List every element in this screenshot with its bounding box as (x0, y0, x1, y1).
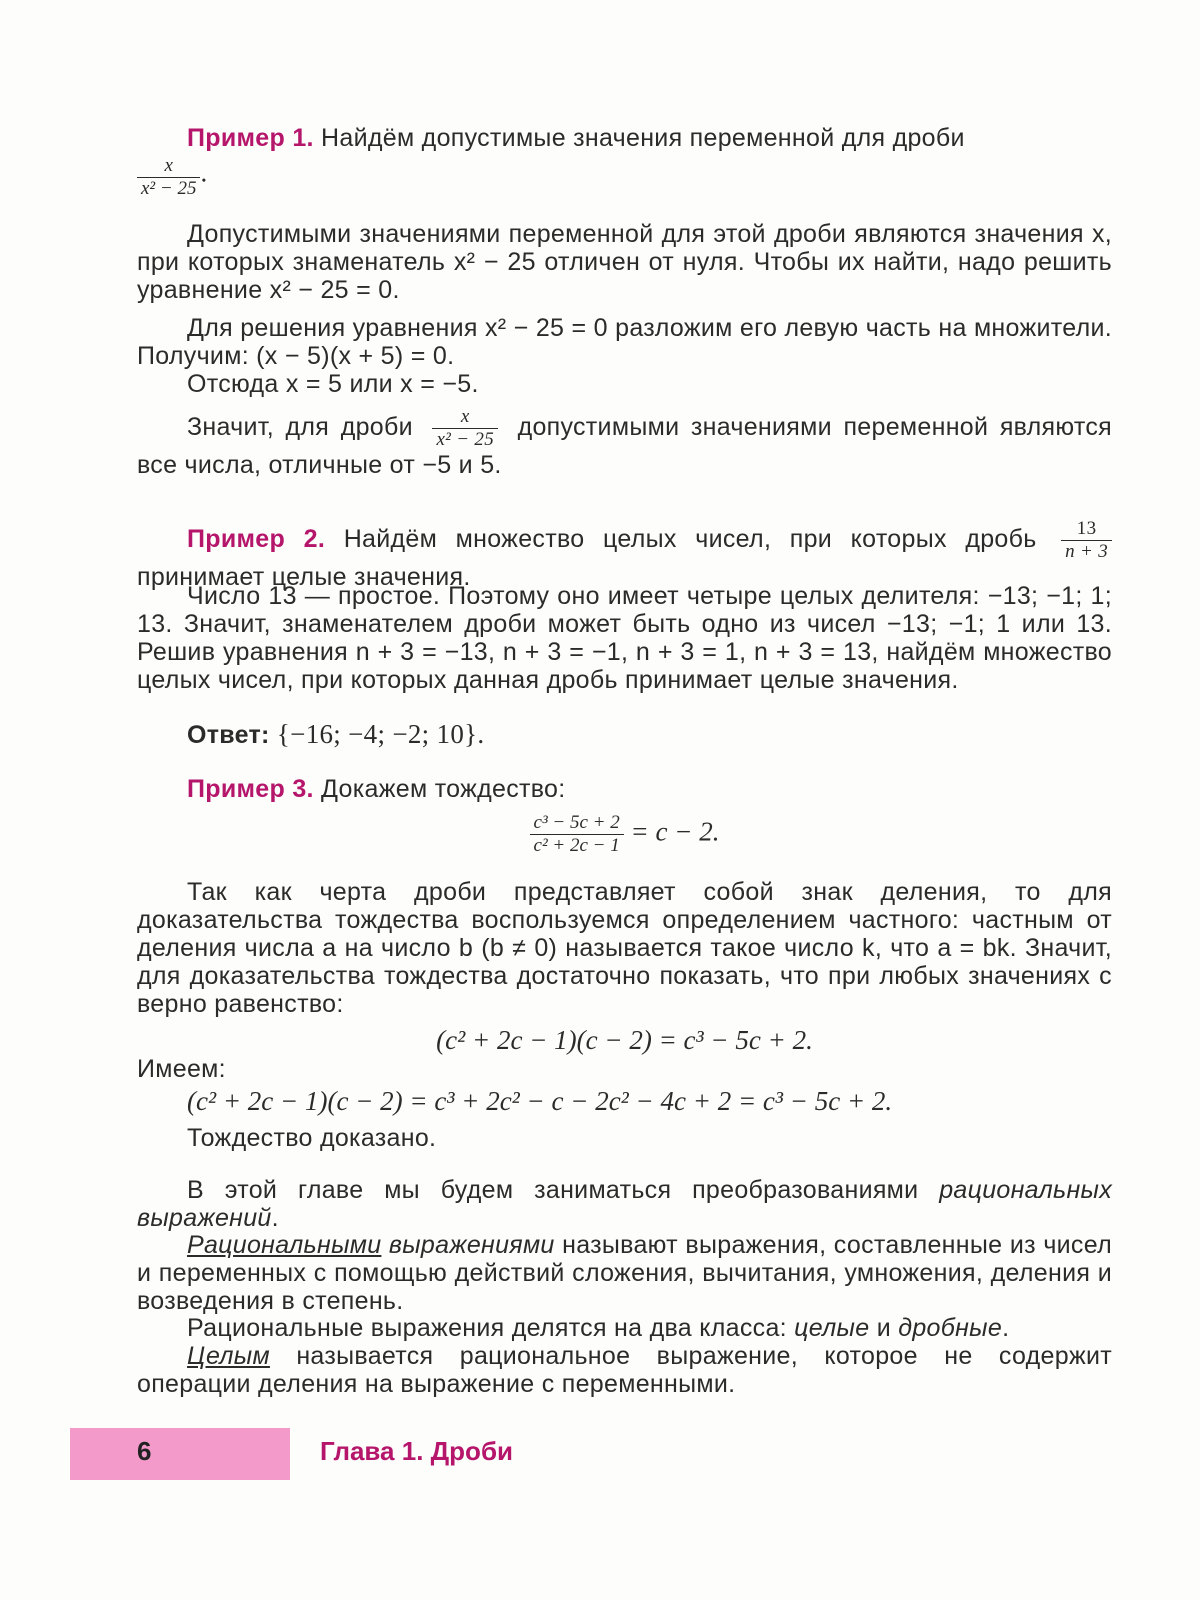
answer-label: Ответ: (187, 721, 270, 749)
example-3-have: Имеем: (137, 1055, 226, 1083)
equation-1: (c² + 2c − 1)(c − 2) = c³ − 5c + 2. (436, 1025, 813, 1055)
identity-formula (137, 812, 1112, 857)
example-2-intro-end: принимает целые значения. (137, 563, 471, 591)
term-rational-underlined: Рациональными (187, 1231, 382, 1259)
example-1-fraction: $\frac{x}{\text{x² − 25}}$ . (137, 155, 207, 200)
theory-paragraph-1: В этой главе мы будем заниматься преобразованиями рациональных выражений. (137, 1176, 1112, 1232)
theory-paragraph-4: Целым называется рациональное выражение, которое не содержит операции деления на выражение с переменными. (137, 1342, 1112, 1398)
term-fractional: дробные (898, 1314, 1003, 1342)
answer-value: {−16; −4; −2; 10}. (276, 719, 485, 749)
example-2-fraction: $\frac{13}{n + 3}$ (1061, 518, 1112, 563)
p4-start: Значит, для дроби (187, 413, 413, 442)
page-number: 6 (137, 1436, 152, 1466)
identity-numerator: c³ − 5c + 2 (533, 812, 620, 833)
fraction-denominator: x² − 25 (137, 177, 200, 200)
example-3-conclusion: Тождество доказано. (187, 1124, 437, 1152)
example-2-label: Пример 2. (187, 525, 326, 554)
example-1-paragraph-1: Допустимыми значениями переменной для этой дроби являются значения x, при которых знаменатель x² − 25 отличен от нуля. Чтобы их найти, надо решить уравнение x² − 25 = 0. (137, 220, 1112, 304)
theory-paragraph-3: Рациональные выражения делятся на два класса: целые и дробные. (187, 1314, 1010, 1342)
example-3-intro: Докажем тождество: (321, 775, 566, 803)
example-3-heading (137, 775, 1112, 803)
example-3-paragraph-1: Так как черта дроби представляет собой знак деления, то для доказательства тождества воспользуемся определением частного: частным от деления числа a на число b (b ≠ 0) называется такое число k, что a = bk. Значит, для доказательства тождества достаточно показать, что при любых значениях c верно равенство: (137, 878, 1113, 1018)
example-1-label: Пример 1. (187, 124, 314, 152)
identity-rhs: = c − 2. (630, 816, 720, 847)
example-2-paragraph-1: Число 13 — простое. Поэтому оно имеет четыре целых делителя: −13; −1; 1; 13. Значит, знаменателем дроби может быть одно из чисел −13; −1; 1 или 13. Решив уравнения n + 3 = −13, n + 3 = −1, n + 3 = 1, n + 3 = 13, найдём множество целых чисел, при которых данная дробь принимает целые значения. (137, 582, 1112, 694)
example-1-paragraph-4 (137, 406, 1112, 479)
example-2-answer (137, 720, 1112, 749)
identity-denominator: c² + 2c − 1 (530, 834, 624, 857)
example-3-label: Пример 3. (187, 775, 314, 803)
example-1-inline-fraction: $\frac{x}{\text{x² − 25}}$ (432, 406, 498, 451)
example-1-paragraph-3: Отсюда x = 5 или x = −5. (187, 370, 479, 398)
example-1-paragraph-2: Для решения уравнения x² − 25 = 0 разложим его левую часть на множители. Получим: (x − 5)(x + 5) = 0. (137, 314, 1112, 370)
example-2-intro: Найдём множество целых чисел, при которых дробь (343, 525, 1037, 554)
term-integer-underlined: Целым (187, 1342, 270, 1370)
term-rational-expressions: рациональных выражений (137, 1176, 1112, 1232)
p4-end: допустимыми значениями переменной являются все числа, отличные от −5 и 5. (137, 413, 1113, 479)
chapter-title: Глава 1. Дроби (320, 1436, 513, 1466)
example-1-intro: Найдём допустимые значения переменной для дроби (321, 124, 965, 152)
example-2-heading (137, 518, 1112, 591)
equation-2: (c² + 2c − 1)(c − 2) = c³ + 2c² − c − 2c² − 4c + 2 = c³ − 5c + 2. (187, 1086, 893, 1116)
theory-paragraph-2: Рациональными выражениями называют выражения, составленные из чисел и переменных с помощью действий сложения, вычитания, умножения, деления и возведения в степень. (137, 1231, 1112, 1315)
example-1-heading (137, 124, 1112, 152)
term-integer: целые (794, 1314, 870, 1342)
footer-color-bar (70, 1428, 290, 1480)
fraction-numerator: x (164, 155, 173, 176)
